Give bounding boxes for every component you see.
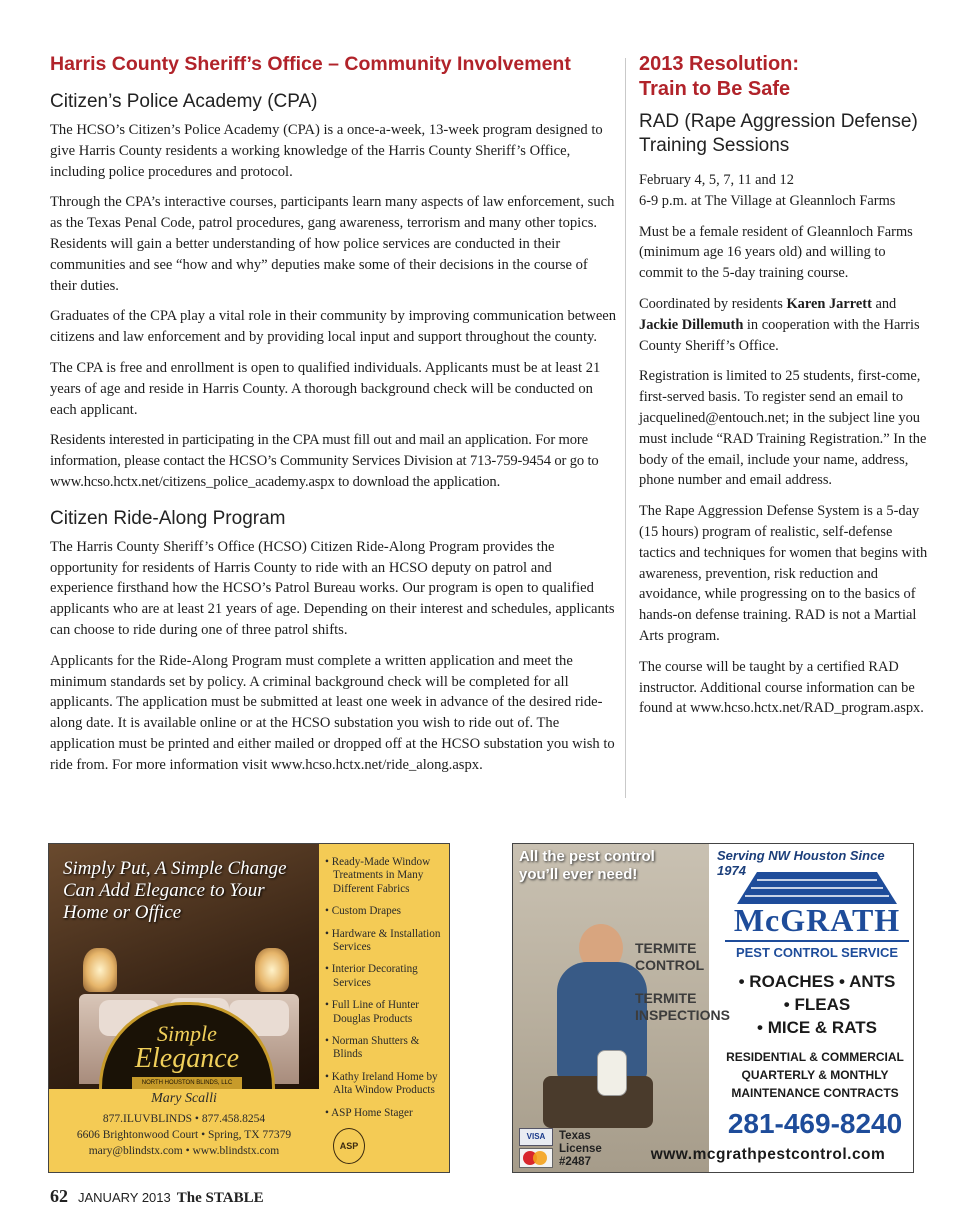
publication-name: The STABLE: [176, 1190, 264, 1206]
rad-subtitle-line2: Training Sessions: [639, 135, 790, 156]
service-item: • Full Line of Hunter Douglas Products: [325, 999, 420, 1025]
ad-tagline: Simply Put, A Simple Change Can Add Elegance to Your Home or Office: [63, 858, 287, 923]
rad-eligibility: Must be a female resident of Gleannloch Farms (minimum age 16 years old) and willing to commit to the 5-day training course.: [639, 223, 913, 282]
website-label: www.mcgrathpestcontrol.com: [650, 1146, 886, 1163]
asp-badge: ASP: [333, 1128, 365, 1164]
coordinator-name: Karen Jarrett: [786, 295, 872, 312]
service-item: • Ready-Made Window Treatments in Many Different Fabrics: [325, 856, 431, 895]
service-item: • Interior Decorating Services: [325, 963, 418, 989]
coord-text: in cooperation with the Harris County Sheriff’s Office.: [639, 316, 920, 354]
contracts-line: MAINTENANCE CONTRACTS: [731, 1086, 899, 1100]
rad-dates-line1: February 4, 5, 7, 11 and 12: [639, 172, 794, 188]
contracts-line: QUARTERLY & MONTHLY: [741, 1068, 889, 1082]
company-subtitle: PEST CONTROL SERVICE: [725, 940, 909, 960]
contracts-label: [717, 1048, 913, 1102]
service-item: • Hardware & Installation Services: [325, 927, 441, 954]
contact-address: 6606 Brightonwood Court • Spring, TX 77379: [76, 1129, 292, 1141]
cpa-heading: Citizen’s Police Academy (CPA): [50, 91, 318, 112]
rad-subtitle: [639, 110, 929, 158]
termite-control-label: [635, 940, 704, 974]
rad-registration: Registration is limited to 25 students, first-come, first-served basis. To register send an email to jacquelined@entouch.net; in the subject line you must include “RAD Training Registration.” In the body of the email, include your name, address, phone number and email address.: [639, 368, 927, 489]
service-item: • ASP Home Stager: [325, 1106, 413, 1119]
company-name: McGRATH: [733, 902, 901, 938]
rad-course: The course will be taught by a certified RAD instructor. Additional course information can be found at www.hcso.hctx.net/RAD_program.aspx.: [639, 658, 924, 717]
serving-label: Serving NW Houston Since 1974: [717, 848, 885, 878]
contracts-line: RESIDENTIAL & COMMERCIAL: [726, 1050, 904, 1064]
license-text: #2487: [559, 1156, 591, 1168]
cpa-paragraph: Residents interested in participating in the CPA must fill out and mail an application. For more information, please contact the HCSO’s Community Services Division at 713-759-9454 or go to www.hcso.hctx.net/citizens_police_academy.aspx to download the application.: [50, 432, 599, 490]
rad-system: The Rape Aggression Defense System is a 5-day (15 hours) program of realistic, self-defense tactics and techniques for women that begins with awareness, prevention, risk reduction and avoidance, while progressing on to the basics of hands-on defense training. RAD is not a Martial Arts program.: [639, 503, 928, 644]
resolution-title-line1: 2013 Resolution:: [639, 53, 800, 75]
pest-item: • MICE & RATS: [757, 1018, 877, 1037]
rad-dates: [639, 170, 929, 212]
rad-dates-line2: 6-9 p.m. at The Village at Gleannloch Farms: [639, 192, 896, 209]
license-text: Texas: [559, 1130, 591, 1142]
right-column: [639, 52, 929, 729]
services-list: [325, 856, 445, 1129]
page-number: 62: [50, 1186, 68, 1206]
logo-band: NORTH HOUSTON BLINDS, LLC: [132, 1077, 242, 1089]
resolution-title-line2: Train to Be Safe: [639, 78, 791, 100]
lamp-icon: [255, 948, 289, 992]
column-divider: [625, 58, 626, 798]
cpa-paragraph: The CPA is free and enrollment is open to qualified individuals. Applicants must be at least 21 years of age and reside in Harris County. A thorough background check will be conducted on each applicant.: [50, 359, 601, 418]
page-title: Harris County Sheriff’s Office – Community Involvement: [50, 53, 571, 75]
service-item: • Norman Shutters & Blinds: [325, 1035, 420, 1061]
roof-logo-icon: [727, 872, 907, 904]
license-label: [559, 1130, 602, 1169]
license-text: License: [559, 1143, 602, 1155]
simple-elegance-ad: [48, 843, 450, 1173]
contact-name: Mary Scalli: [151, 1091, 217, 1106]
mcgrath-ad: [512, 843, 914, 1173]
exterminator-photo: [513, 844, 730, 1172]
visa-icon: VISA: [519, 1128, 553, 1146]
coordinator-name: Jackie Dillemuth: [639, 316, 744, 333]
cpa-paragraph: Graduates of the CPA play a vital role in their community by improving communication between citizens and law enforcement and by providing local input and support throughout the county.: [50, 308, 617, 346]
ride-along-heading: Citizen Ride-Along Program: [50, 507, 286, 529]
rad-coordinators: [639, 294, 929, 356]
contact-phones: 877.ILUVBLINDS • 877.458.8254: [102, 1113, 266, 1125]
phone-number: 281-469-8240: [727, 1108, 903, 1139]
service-item: • Kathy Ireland Home by Alta Window Products: [325, 1070, 438, 1097]
termite-text: INSPECTIONS: [635, 1007, 730, 1023]
headline-line: you’ll ever need!: [519, 866, 638, 883]
resolution-title: [639, 52, 929, 102]
sprayer-icon: [597, 1050, 627, 1096]
pests-list: [725, 970, 909, 1039]
contact-web: mary@blindstx.com • www.blindstx.com: [88, 1145, 280, 1157]
pest-item: • ROACHES • ANTS: [738, 972, 896, 991]
ride-along-paragraph: The Harris County Sheriff’s Office (HCSO) Citizen Ride-Along Program provides the opportunity for residents of Harris County to ride with an HCSO deputy on patrol and experience firsthand how the HCSO’s Patrol Bureau works. Our program is open to qualified applicants who are at least 21 years of age. Depending on their interest and schedules, applicants can choose to ride during one of three patrol shifts.: [50, 538, 615, 638]
cpa-paragraph: Through the CPA’s interactive courses, participants learn many aspects of law enforcement, such as the Texas Penal Code, patrol procedures, gang awareness, terrorism and many other topics. Residents will gain a better understanding of how police services are conducted in their communities and see “how and why” deputies make some of their decisions in the course of their duties.: [50, 194, 615, 294]
termite-text: TERMITE: [635, 940, 697, 956]
coord-text: and: [871, 295, 897, 312]
left-column: [50, 52, 618, 786]
termite-text: TERMITE: [635, 990, 697, 1006]
ride-along-paragraph: Applicants for the Ride-Along Program must complete a written application and meet the minimum standards set by policy. A criminal background check will be completed for all applicants. The application must be submitted at least one week in advance of the desired ride-along date. It is available online or at the HCSO substation you wish to ride out of. The application must be printed and either mailed or dropped off at the HCSO substation you wish to ride from. For more information visit www.hcso.hctx.net/ride_along.aspx.: [50, 652, 615, 773]
logo-text: Simple: [157, 1021, 217, 1046]
ad-headline: [519, 848, 709, 884]
termite-inspections-label: [635, 990, 730, 1024]
ad-contact: [49, 1089, 319, 1172]
headline-line: All the pest control: [519, 848, 655, 865]
mastercard-icon: [519, 1148, 553, 1168]
logo-text: Elegance: [134, 1043, 240, 1074]
cpa-paragraph: The HCSO’s Citizen’s Police Academy (CPA) is a once-a-week, 13-week program designed to give Harris County residents a working knowledge of the Harris County Sheriff’s Office, including police procedures and protocol.: [50, 122, 603, 180]
page-footer: [50, 1186, 264, 1207]
lamp-icon: [83, 948, 117, 992]
service-item: • Custom Drapes: [325, 905, 402, 918]
termite-text: CONTROL: [635, 957, 705, 973]
bedroom-photo: [49, 844, 319, 1089]
coord-text: Coordinated by residents: [639, 295, 787, 312]
rad-subtitle-line1: RAD (Rape Aggression Defense): [639, 111, 918, 132]
pest-item: • FLEAS: [783, 995, 851, 1014]
issue-date: JANUARY 2013: [78, 1190, 171, 1205]
